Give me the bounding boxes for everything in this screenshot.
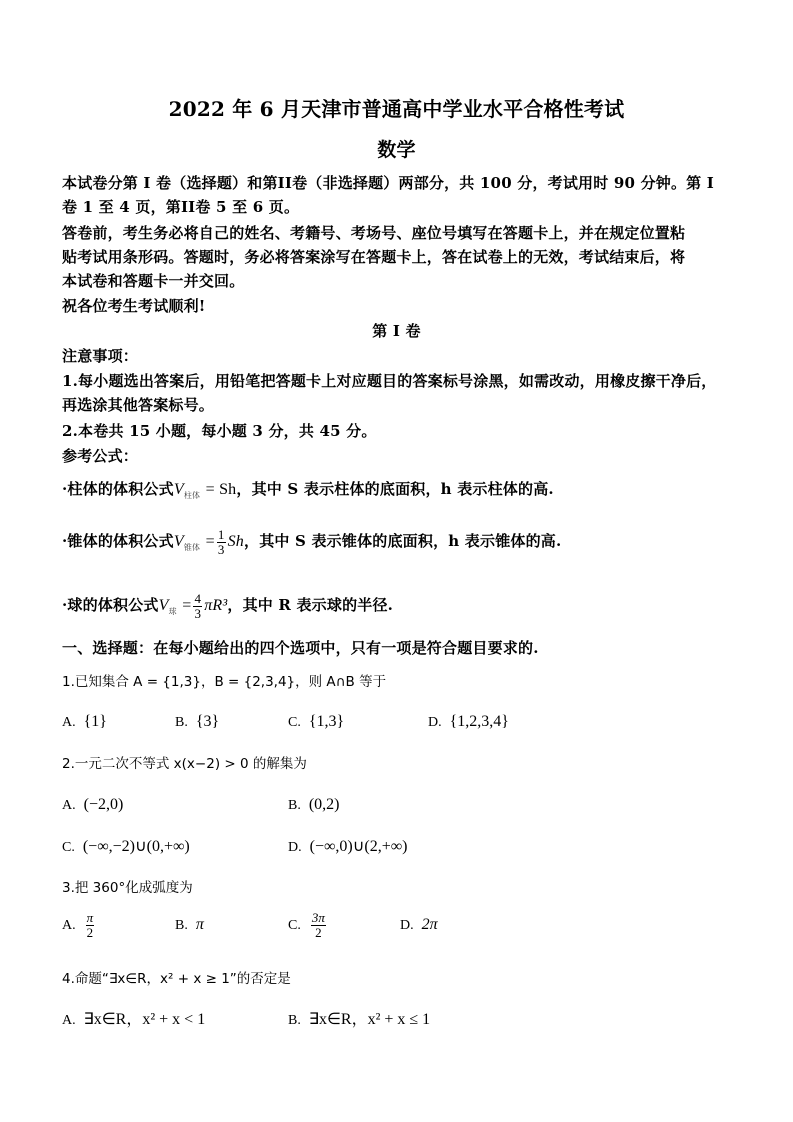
fraction-denominator: 3 [217, 541, 225, 557]
intro-line: 卷 1 至 4 页，第II卷 5 至 6 页。 [62, 198, 300, 216]
option-text: {1,2,3,4} [449, 713, 509, 730]
section-title: 一、选择题：在每小题给出的四个选项中，只有一项是符合题目要求的. [62, 639, 539, 657]
option-key: D. [428, 715, 442, 730]
note-line: 1.每小题选出答案后，用铅笔把答题卡上对应题目的答案标号涂黑，如需改动，用橡皮擦干净后， [62, 372, 717, 390]
fraction-denominator: 2 [315, 924, 322, 940]
option-key: D. [288, 840, 302, 855]
option-key: B. [175, 918, 188, 933]
formula-sub: 球 [168, 607, 177, 616]
question-stem: 3.把 360°化成弧度为 [62, 880, 193, 896]
option-text: (−∞,0)∪(2,+∞) [309, 838, 408, 855]
option-key: A. [62, 715, 76, 730]
question-stem: 1.已知集合 A = {1,3}，B = {2,3,4}，则 A∩B 等于 [62, 674, 387, 690]
option-a[interactable] [62, 1010, 205, 1031]
formula-suffix: ，其中 S 表示柱体的底面积，h 表示柱体的高. [236, 480, 554, 498]
formula-expr: Sh [227, 533, 244, 550]
option-text: ∃x∈R，x² + x < 1 [83, 1011, 206, 1028]
option-a[interactable] [62, 795, 123, 816]
option-text: π [195, 916, 204, 933]
question-stem: 4.命题“∃x∈R，x² + x ≥ 1”的否定是 [62, 971, 291, 987]
option-a[interactable] [62, 712, 107, 733]
note-line: 再选涂其他答案标号。 [62, 396, 215, 414]
option-key: A. [62, 918, 76, 933]
option-key: D. [400, 918, 414, 933]
option-b[interactable] [288, 795, 340, 816]
option-d[interactable] [400, 915, 438, 936]
instruction-line: 贴考试用条形码。答题时，务必将答案涂写在答题卡上，答在试卷上的无效，考试结束后，将 [62, 248, 686, 266]
option-key: A. [62, 1013, 76, 1028]
option-c[interactable] [288, 712, 344, 733]
option-text: (0,2) [308, 796, 340, 813]
formula-suffix: ，其中 S 表示锥体的底面积，h 表示锥体的高. [244, 532, 562, 550]
formula-prefix: ·柱体的体积公式 [62, 480, 174, 498]
fraction-numerator: 1 [217, 526, 225, 542]
option-key: B. [288, 798, 301, 813]
fraction-numerator: π [86, 909, 94, 925]
formula-cone: ·锥体的体积公式$V_{锥体}$ = $\frac{1}{3}$ Sh，其中 S 表示锥体的底面积，h 表示锥体的高. [62, 526, 562, 557]
option-text: (−2,0) [83, 796, 124, 813]
wish-text: 祝各位考生考试顺利! [62, 297, 206, 315]
fraction-denominator: 2 [86, 924, 94, 940]
note-line: 2.本卷共 15 小题，每小题 3 分，共 45 分。 [62, 422, 377, 440]
option-text: {1} [83, 713, 107, 730]
option-key: A. [62, 798, 76, 813]
option-key: C. [62, 840, 75, 855]
option-text: 2π [421, 916, 438, 933]
formula-prefix: ·锥体的体积公式 [62, 532, 174, 550]
option-key: C. [288, 918, 301, 933]
fraction-numerator: 3π [311, 909, 325, 925]
option-key: B. [288, 1013, 301, 1028]
option-c[interactable] [288, 908, 328, 943]
question-stem: 2.一元二次不等式 x(x−2) > 0 的解集为 [62, 756, 307, 772]
formula-expr: πR³ [204, 597, 228, 614]
formula-sub: 锥体 [183, 543, 201, 552]
option-text: (−∞,−2)∪(0,+∞) [82, 838, 190, 855]
part-title: 第 I 卷 [372, 322, 421, 340]
option-c[interactable] [62, 837, 190, 858]
instruction-line: 答卷前，考生务必将自己的姓名、考籍号、考场号、座位号填写在答题卡上，并在规定位置粘 [62, 224, 686, 242]
exam-title: 2022 年 6 月天津市普通高中学业水平合格性考试 [168, 97, 625, 121]
option-text: {3} [195, 713, 220, 730]
option-key: C. [288, 715, 301, 730]
option-key: B. [175, 715, 188, 730]
formula-prism: ·柱体的体积公式$V_{柱体} = Sh$，其中 S 表示柱体的底面积，h 表示柱体的高. [62, 480, 554, 500]
option-text: ∃x∈R，x² + x ≤ 1 [308, 1011, 431, 1028]
option-b[interactable] [175, 915, 204, 936]
intro-line: 本试卷分第 I 卷（选择题）和第II卷（非选择题）两部分，共 100 分，考试用时 90 分钟。第 I [62, 174, 715, 192]
subject-title: 数学 [377, 139, 416, 161]
formula-sphere: ·球的体积公式$V_球$ = $\frac{4}{3}$ πR³，其中 R 表示球的半径. [62, 590, 394, 621]
option-a[interactable] [62, 908, 96, 943]
fraction-numerator: 4 [194, 590, 202, 606]
formula-expr: = Sh [205, 481, 237, 498]
fraction-denominator: 3 [194, 605, 202, 621]
formula-sub: 柱体 [183, 491, 201, 500]
formulas-title: 参考公式： [62, 447, 139, 465]
option-text: {1,3} [308, 713, 345, 730]
option-b[interactable] [288, 1010, 430, 1031]
instruction-line: 本试卷和答题卡一并交回。 [62, 272, 245, 290]
notes-title: 注意事项： [62, 347, 139, 365]
option-b[interactable] [175, 712, 219, 733]
option-d[interactable] [288, 837, 408, 858]
formula-suffix: ，其中 R 表示球的半径. [227, 596, 394, 614]
formula-prefix: ·球的体积公式 [62, 596, 159, 614]
option-d[interactable] [428, 712, 509, 733]
